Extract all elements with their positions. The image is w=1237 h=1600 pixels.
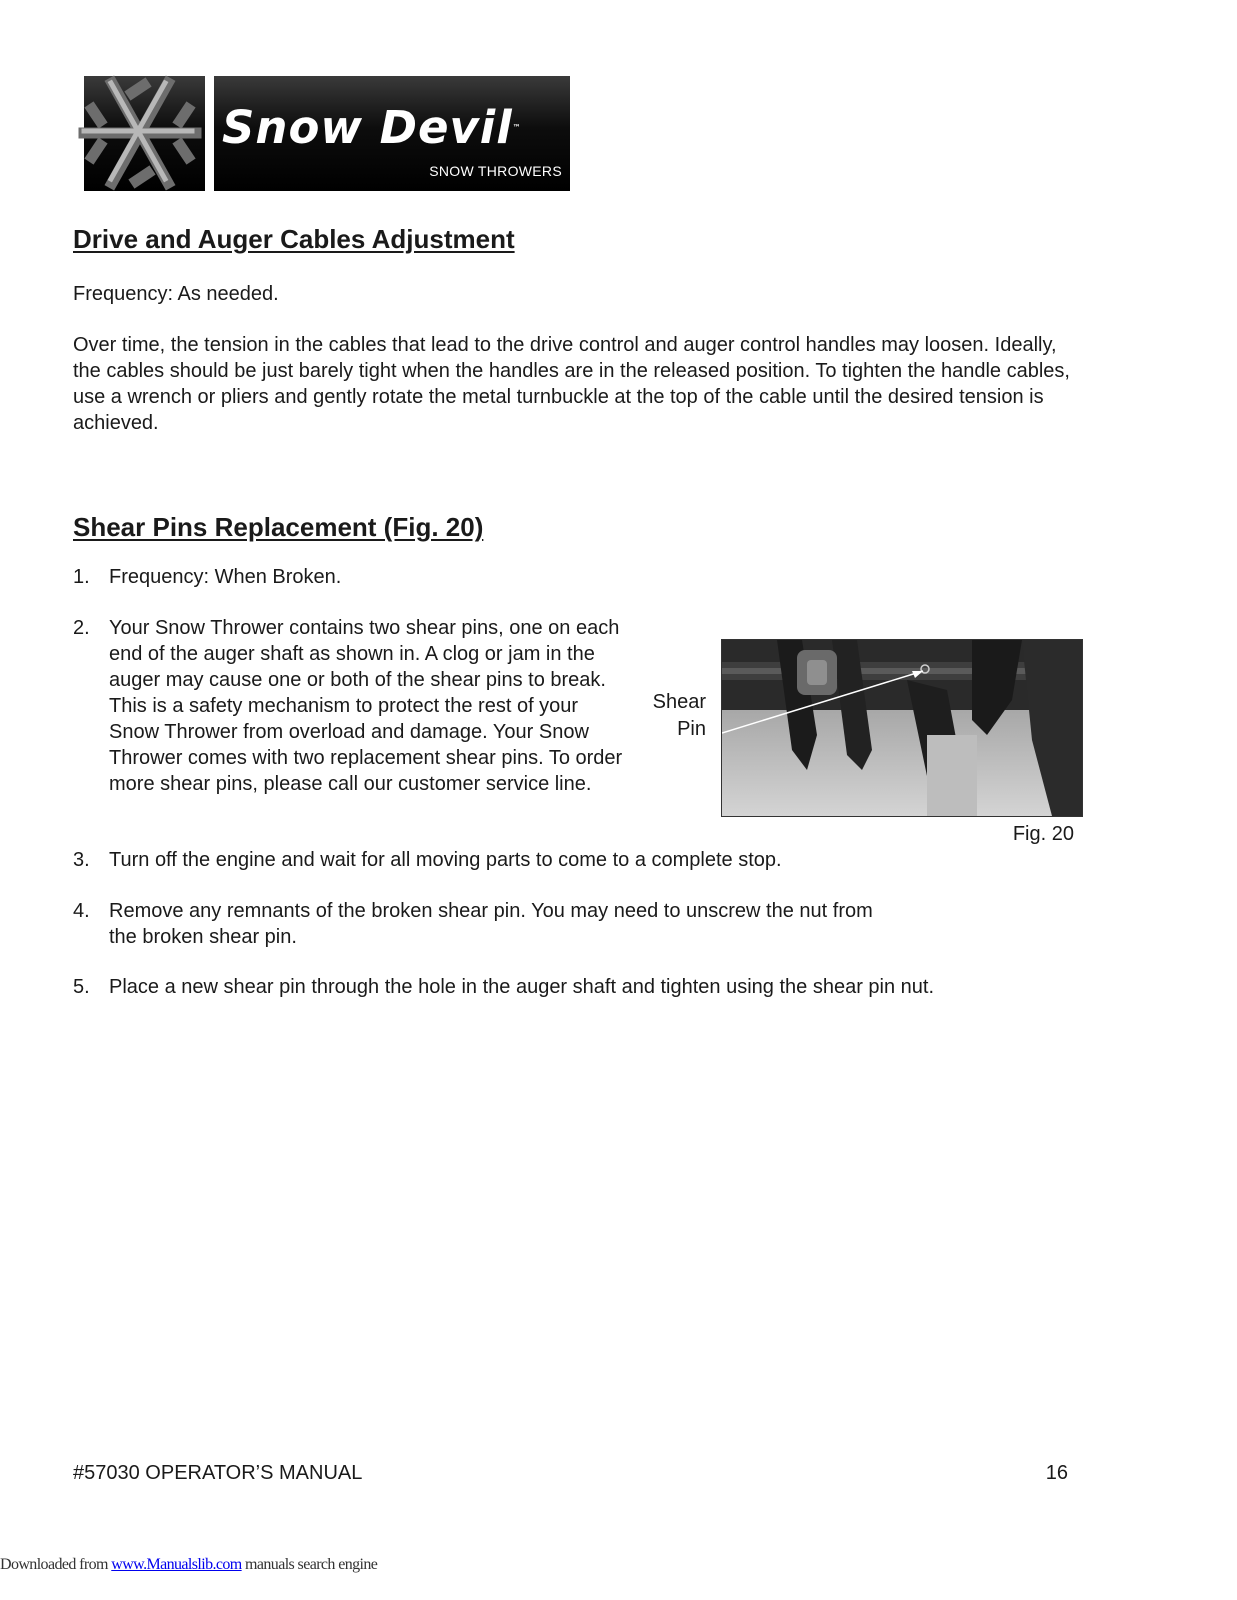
- list-text: Frequency: When Broken.: [109, 566, 342, 588]
- figure-caption: Fig. 20: [1012, 823, 1074, 845]
- list-text: Your Snow Thrower contains two shear pins, one on each end of the auger shaft as shown in. A clog or jam in the auger may cause one or both of the shear pins to break. This is a safety mechanism to protect the rest of your Snow Thrower from overload and damage. Your Snow Thrower comes with two replacement shear pins. To order more shear pins, please call our customer service line.: [109, 617, 623, 795]
- list-item: [73, 615, 633, 797]
- logo-subtitle: SNOW THROWERS: [429, 163, 562, 179]
- download-prefix: Downloaded from: [0, 1556, 112, 1573]
- download-note: [0, 1556, 377, 1574]
- footer-manual-title: #57030 OPERATOR’S MANUAL: [73, 1462, 363, 1484]
- list-item: [73, 974, 1083, 1000]
- list-item: [73, 564, 873, 590]
- list-number: 4.: [73, 900, 90, 922]
- snowflake-icon: [72, 73, 208, 191]
- auger-photo-illustration: [722, 640, 1082, 816]
- list-number: 1.: [73, 566, 90, 588]
- list-text: Remove any remnants of the broken shear pin. You may need to unscrew the nut from the broken shear pin.: [109, 900, 873, 948]
- callout-line-2: Pin: [677, 718, 706, 740]
- frequency-text: Frequency: As needed.: [73, 283, 279, 305]
- logo-divider: [205, 76, 214, 191]
- callout-line-1: Shear: [652, 691, 706, 713]
- download-suffix: manuals search engine: [241, 1556, 378, 1573]
- manualslib-link[interactable]: www.Manualslib.com: [111, 1556, 242, 1573]
- figure-photo: [721, 639, 1083, 817]
- list-number: 2.: [73, 617, 90, 639]
- section-heading-shear-pins: Shear Pins Replacement (Fig. 20): [73, 512, 484, 542]
- section-heading-cables: Drive and Auger Cables Adjustment: [73, 224, 515, 254]
- list-number: 5.: [73, 976, 90, 998]
- list-text: Turn off the engine and wait for all moving parts to come to a complete stop.: [109, 849, 782, 871]
- list-item: [73, 898, 873, 950]
- list-number: 3.: [73, 849, 90, 871]
- page-number: 16: [1045, 1462, 1068, 1484]
- list-item: [73, 847, 893, 873]
- shear-pin-callout: [630, 689, 706, 743]
- logo-wordmark: Snow Devil™: [222, 101, 522, 154]
- brand-logo: [72, 73, 570, 191]
- list-text: Place a new shear pin through the hole in the auger shaft and tighten using the shear pin nut.: [109, 976, 935, 998]
- cables-paragraph: Over time, the tension in the cables that lead to the drive control and auger control handles may loosen. Ideally, the cables should be just barely tight when the handles are in the released position. To tighten the handle cables, use a wrench or pliers and gently rotate the metal turnbuckle at the top of the cable until the desired tension is achieved.: [73, 334, 1070, 434]
